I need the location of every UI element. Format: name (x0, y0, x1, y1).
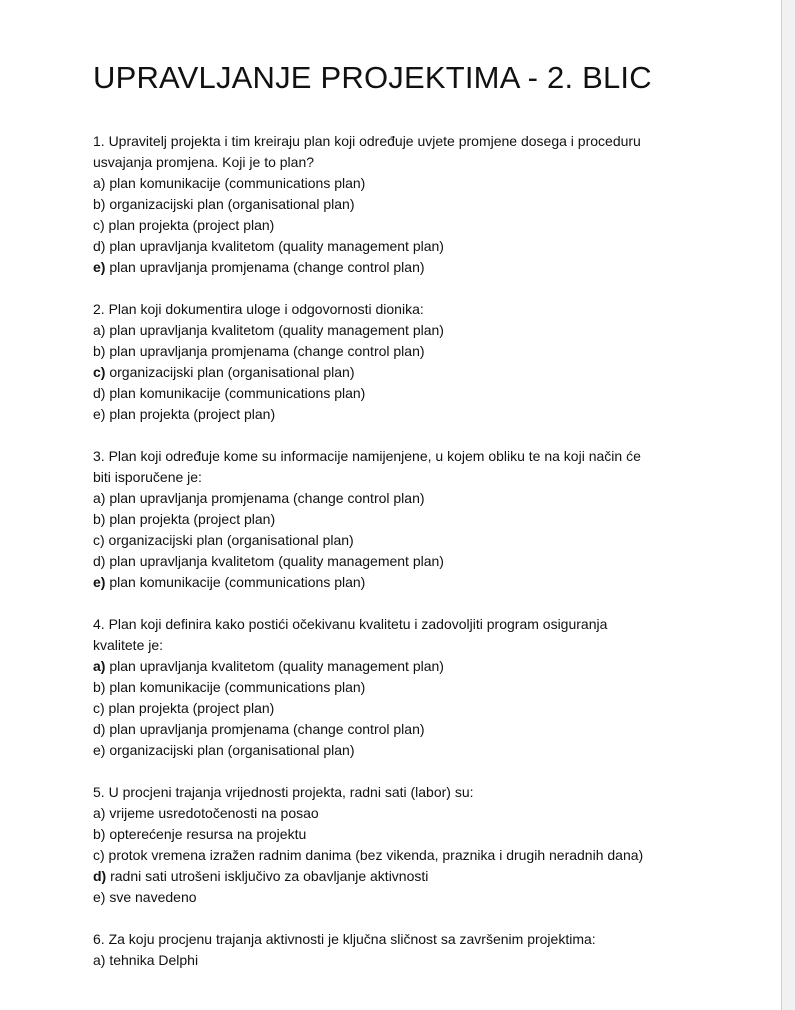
answer-text: organizacijski plan (organisational plan) (104, 532, 354, 548)
answer-option (93, 551, 713, 572)
answer-option (93, 950, 713, 971)
answer-option (93, 173, 713, 194)
answer-option (93, 194, 713, 215)
question-1 (93, 131, 713, 278)
answer-letter: b) (93, 826, 106, 842)
answer-option (93, 236, 713, 257)
answer-option (93, 488, 713, 509)
answer-text: radni sati utrošeni isključivo za obavljanje aktivnosti (106, 868, 429, 884)
question-text: 1. Upravitelj projekta i tim kreiraju plan koji određuje uvjete promjene dosega i proceduru (93, 133, 641, 149)
question-4 (93, 614, 713, 761)
question-text: 3. Plan koji određuje kome su informacije namijenjene, u kojem obliku te na koji način će (93, 448, 641, 464)
answer-letter: e) (93, 889, 106, 905)
answer-option (93, 404, 713, 425)
question-text: biti isporučene je: (93, 469, 202, 485)
correct-answer-letter: e) (93, 259, 106, 275)
answer-text: vrijeme usredotočenosti na posao (105, 805, 319, 821)
answer-text: plan komunikacije (communications plan) (105, 679, 366, 695)
answer-letter: e) (93, 406, 106, 422)
correct-answer-letter: e) (93, 574, 106, 590)
answer-letter: a) (93, 805, 106, 821)
answer-option (93, 698, 713, 719)
answer-option (93, 866, 713, 887)
answer-option (93, 257, 713, 278)
answer-option (93, 509, 713, 530)
question-2 (93, 299, 713, 425)
answer-text: plan projekta (project plan) (105, 511, 276, 527)
answer-letter: b) (93, 511, 106, 527)
answer-letter: a) (93, 175, 106, 191)
answer-letter: d) (93, 238, 106, 254)
answer-letter: b) (93, 196, 106, 212)
question-text: kvalitete je: (93, 637, 164, 653)
answer-option (93, 719, 713, 740)
answer-letter: a) (93, 490, 106, 506)
answer-text: plan komunikacije (communications plan) (105, 385, 366, 401)
answer-text: plan komunikacije (communications plan) (105, 175, 366, 191)
answer-text: plan upravljanja kvalitetom (quality management plan) (105, 238, 444, 254)
viewer-background (782, 0, 795, 1010)
answer-text: plan komunikacije (communications plan) (105, 574, 366, 590)
answer-letter: c) (93, 217, 105, 233)
answer-text: sve navedeno (105, 889, 197, 905)
question-text: 6. Za koju procjenu trajanja aktivnosti je ključna sličnost sa završenim projektima: (93, 931, 596, 947)
answer-text: plan upravljanja kvalitetom (quality management plan) (105, 322, 444, 338)
answer-option (93, 215, 713, 236)
question-list (93, 131, 713, 992)
question-5 (93, 782, 713, 908)
answer-letter: a) (93, 322, 106, 338)
answer-text: protok vremena izražen radnim danima (bez vikenda, praznika i drugih neradnih dana) (104, 847, 644, 863)
answer-text: organizacijski plan (organisational plan) (105, 364, 355, 380)
answer-letter: c) (93, 700, 105, 716)
correct-answer-letter: a) (93, 658, 106, 674)
answer-option (93, 677, 713, 698)
answer-text: plan upravljanja promjenama (change control plan) (105, 259, 425, 275)
answer-option (93, 383, 713, 404)
answer-text: plan projekta (project plan) (104, 217, 275, 233)
answer-option (93, 887, 713, 908)
answer-letter: b) (93, 343, 106, 359)
answer-letter: d) (93, 553, 106, 569)
question-text: 2. Plan koji dokumentira uloge i odgovornosti dionika: (93, 301, 424, 317)
question-text: 5. U procjeni trajanja vrijednosti projekta, radni sati (labor) su: (93, 784, 474, 800)
answer-letter: e) (93, 742, 106, 758)
answer-option (93, 530, 713, 551)
answer-letter: d) (93, 385, 106, 401)
answer-text: tehnika Delphi (105, 952, 199, 968)
answer-letter: d) (93, 721, 106, 737)
answer-text: plan upravljanja kvalitetom (quality management plan) (105, 658, 444, 674)
answer-option (93, 572, 713, 593)
answer-letter: b) (93, 679, 106, 695)
answer-text: organizacijski plan (organisational plan) (105, 742, 355, 758)
answer-text: opterećenje resursa na projektu (105, 826, 307, 842)
answer-text: organizacijski plan (organisational plan) (105, 196, 355, 212)
answer-letter: c) (93, 847, 105, 863)
answer-option (93, 341, 713, 362)
question-3 (93, 446, 713, 593)
answer-text: plan upravljanja promjenama (change control plan) (105, 721, 425, 737)
answer-text: plan projekta (project plan) (105, 406, 276, 422)
answer-option (93, 320, 713, 341)
question-text: 4. Plan koji definira kako postići očekivanu kvalitetu i zadovoljiti program osiguranja (93, 616, 608, 632)
answer-option (93, 740, 713, 761)
answer-option (93, 824, 713, 845)
question-text: usvajanja promjena. Koji je to plan? (93, 154, 315, 170)
answer-text: plan upravljanja promjenama (change control plan) (105, 343, 425, 359)
answer-text: plan projekta (project plan) (104, 700, 275, 716)
answer-text: plan upravljanja kvalitetom (quality management plan) (105, 553, 444, 569)
correct-answer-letter: d) (93, 868, 107, 884)
answer-letter: c) (93, 532, 105, 548)
question-6 (93, 929, 713, 971)
page-title: UPRAVLJANJE PROJEKTIMA - 2. BLIC (93, 60, 652, 95)
answer-option (93, 362, 713, 383)
correct-answer-letter: c) (93, 364, 106, 380)
answer-letter: a) (93, 952, 106, 968)
answer-option (93, 845, 713, 866)
answer-option (93, 803, 713, 824)
answer-text: plan upravljanja promjenama (change control plan) (105, 490, 425, 506)
answer-option (93, 656, 713, 677)
